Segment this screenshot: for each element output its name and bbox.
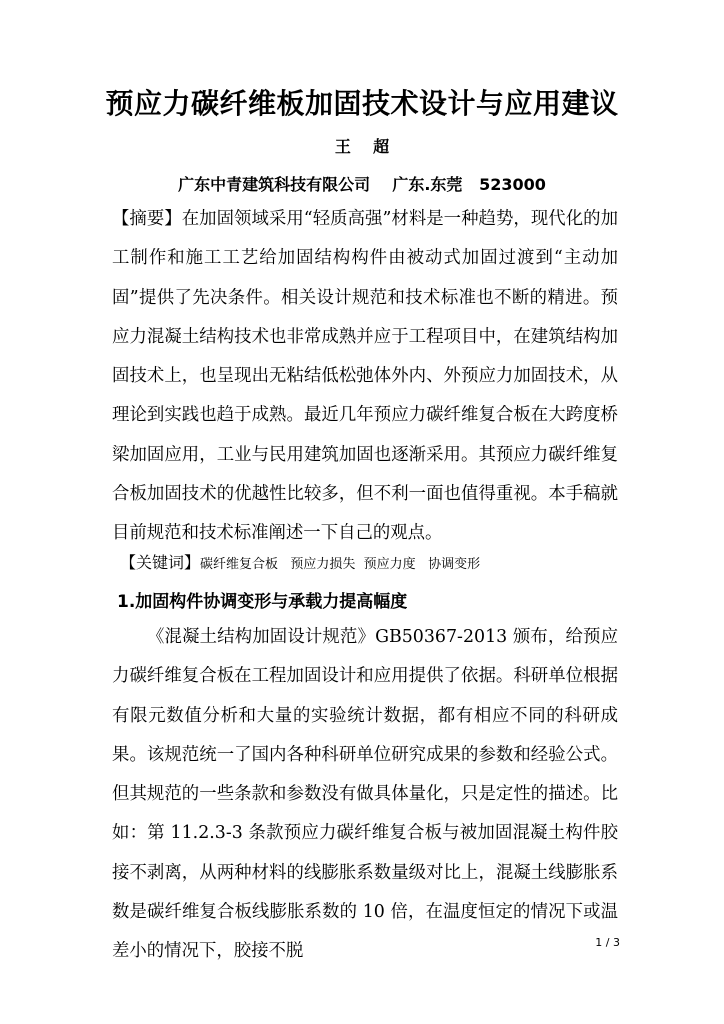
keywords-label: 【关键词】	[120, 553, 201, 572]
keywords-line	[120, 550, 620, 578]
abstract-paragraph: 【摘要】在加固领域采用“轻质高强”材料是一种趋势，现代化的加工制作和施工工艺给加固结构构件由被动式加固过渡到“主动加固”提供了先决条件。相关设计规范和技术标准也不断的精进。预应力混凝土结构技术也非常成熟并应于工程项目中，在建筑结构加固技术上，也呈现出无粘结低松弛体外内、外预应力加固技术，从理论到实践也趋于成熟。最近几年预应力碳纤维复合板在大跨度桥梁加固应用，工业与民用建筑加固也逐渐采用。其预应力碳纤维复合板加固技术的优越性比较多，但不利一面也值得重视。本手稿就目前规范和技术标准阐述一下自己的观点。	[112, 209, 618, 544]
author-name: 王 超	[334, 137, 390, 156]
page-number: 1 / 3	[595, 936, 620, 949]
section-heading: 1.加固构件协调变形与承载力提高幅度	[117, 592, 408, 612]
paper-title: 预应力碳纤维板加固技术设计与应用建议	[105, 87, 619, 120]
keywords-list: 碳纤维复合板 预应力损失 预应力度 协调变形	[200, 557, 481, 572]
section-paragraph: 《混凝土结构加固设计规范》GB50367-2013 颁布，给预应力碳纤维复合板在工程加固设计和应用提供了依据。科研单位根据有限元数值分析和大量的实验统计数据，都有相应不同的科研成果。该规范统一了国内各种科研单位研究成果的参数和经验公式。但其规范的一些条款和参数没有做具体量化，只是定性的描述。比如：第 11.2.3-3 条款预应力碳纤维复合板与被加固混凝土构件胶接不剥离，从两种材料的线膨胀系数量级对比上，混凝土线膨胀系数是碳纤维复合板线膨胀系数的 10 倍，在温度恒定的情况下或温差小的情况下，胶接不脱	[112, 627, 618, 962]
author-affiliation: 广东中青建筑科技有限公司 广东.东莞 523000	[178, 175, 546, 194]
